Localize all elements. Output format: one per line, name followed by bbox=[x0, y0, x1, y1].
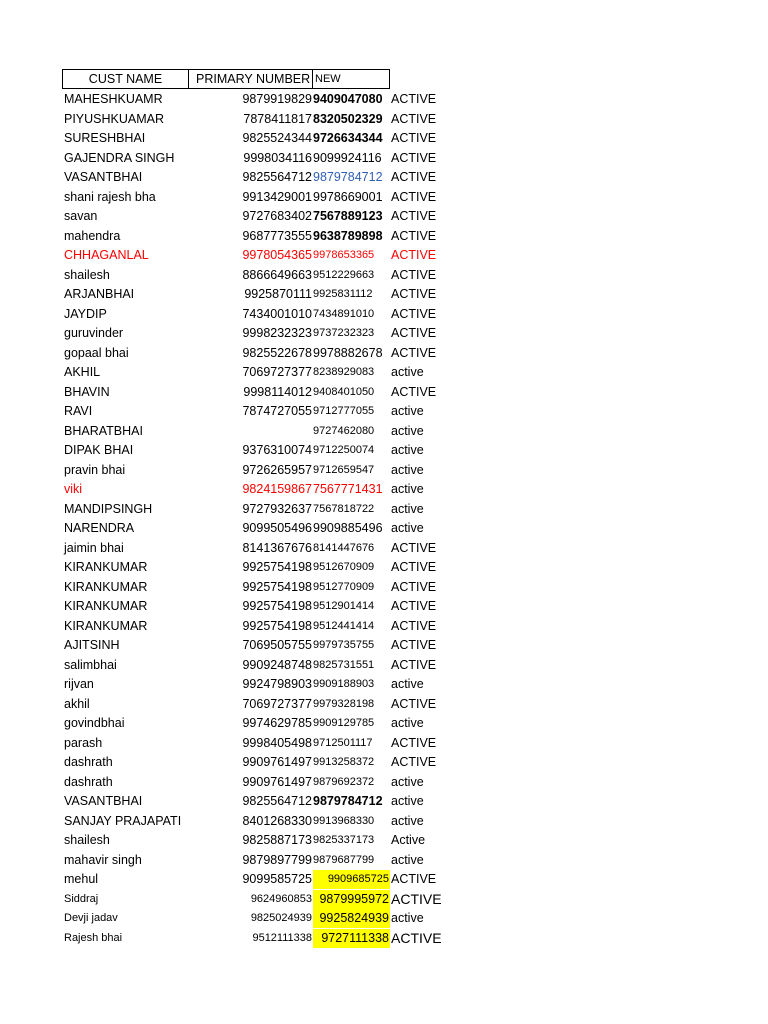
status-cell: ACTIVE bbox=[391, 92, 437, 106]
new-number-cell: 9925824939 bbox=[313, 909, 390, 928]
table-row bbox=[0, 383, 768, 403]
cust-name-cell: RAVI bbox=[64, 404, 93, 418]
primary-number-cell: 9687773555 bbox=[242, 228, 312, 243]
new-number-cell: 9825731551 bbox=[313, 658, 375, 671]
status-cell: ACTIVE bbox=[391, 131, 437, 145]
cust-name-cell: VASANTBHAI bbox=[64, 794, 143, 808]
new-number-cell: 7567889123 bbox=[313, 209, 383, 223]
new-number-cell: 9512670909 bbox=[313, 561, 375, 573]
cust-name-cell: MAHESHKUAMR bbox=[64, 92, 163, 106]
primary-number-cell: 9925870111 bbox=[244, 287, 312, 301]
table-row bbox=[0, 714, 768, 734]
cust-name-cell: Siddraj bbox=[64, 892, 99, 905]
new-number-cell: 9638789898 bbox=[313, 228, 383, 243]
primary-number-cell: 9727683402 bbox=[242, 209, 312, 223]
customer-table bbox=[0, 90, 768, 948]
primary-number-cell: 7434001010 bbox=[242, 306, 312, 321]
table-row bbox=[0, 773, 768, 793]
primary-number-cell: 9825564712 bbox=[242, 170, 312, 184]
status-cell: ACTIVE bbox=[391, 209, 437, 223]
cust-name-cell: shailesh bbox=[64, 833, 110, 847]
table-row bbox=[0, 188, 768, 208]
primary-number-cell: 9512111338 bbox=[252, 931, 312, 944]
table-row bbox=[0, 870, 768, 890]
table-row bbox=[0, 363, 768, 383]
cust-name-cell: mahendra bbox=[64, 228, 121, 243]
new-number-cell: 9979328198 bbox=[313, 697, 375, 710]
cust-name-cell: dashrath bbox=[64, 755, 113, 769]
new-number-cell: 9978882678 bbox=[313, 345, 383, 360]
status-cell: ACTIVE bbox=[391, 384, 437, 399]
cust-name-cell: shailesh bbox=[64, 267, 110, 282]
cust-name-cell: GAJENDRA SINGH bbox=[64, 150, 175, 165]
table-row bbox=[0, 578, 768, 598]
status-cell: active bbox=[391, 443, 424, 457]
primary-number-cell: 9624960853 bbox=[250, 892, 312, 905]
primary-number-cell: 9879897799 bbox=[242, 852, 312, 867]
table-row bbox=[0, 305, 768, 325]
new-number-cell: 8141447676 bbox=[313, 541, 375, 554]
table-row bbox=[0, 617, 768, 637]
primary-number-cell: 9925754198 bbox=[242, 579, 312, 594]
new-number-cell: 9409047080 bbox=[313, 92, 383, 106]
primary-number-cell: 9824159867 bbox=[242, 482, 312, 496]
new-number-cell: 9909188903 bbox=[313, 678, 375, 690]
status-cell: ACTIVE bbox=[391, 599, 437, 613]
status-cell: ACTIVE bbox=[391, 929, 442, 946]
status-cell: ACTIVE bbox=[391, 111, 437, 126]
status-cell: active bbox=[391, 404, 424, 418]
primary-number-cell: 7874727055 bbox=[242, 404, 312, 418]
status-cell: ACTIVE bbox=[391, 755, 437, 769]
table-row bbox=[0, 812, 768, 832]
table-row bbox=[0, 851, 768, 871]
new-number-cell: 9879784712 bbox=[313, 794, 383, 808]
table-row bbox=[0, 539, 768, 559]
cust-name-cell: AKHIL bbox=[64, 365, 101, 379]
status-cell: ACTIVE bbox=[391, 228, 437, 243]
cust-name-cell: KIRANKUMAR bbox=[64, 618, 148, 633]
cust-name-cell: SANJAY PRAJAPATI bbox=[64, 813, 182, 828]
status-cell: ACTIVE bbox=[391, 657, 437, 672]
new-number-cell: 9737232323 bbox=[313, 327, 375, 339]
cust-name-cell: JAYDIP bbox=[64, 306, 107, 321]
new-number-cell: 9909129785 bbox=[313, 717, 375, 729]
table-row bbox=[0, 558, 768, 578]
new-number-cell: 9879687799 bbox=[313, 853, 375, 866]
table-row bbox=[0, 441, 768, 461]
primary-number-cell: 9727932637 bbox=[242, 501, 312, 516]
primary-number-cell: 9099585725 bbox=[242, 872, 312, 886]
primary-number-cell: 8401268330 bbox=[242, 813, 312, 828]
cust-name-cell: mahavir singh bbox=[64, 852, 142, 867]
cust-name-cell: viki bbox=[64, 482, 83, 496]
primary-number-cell: 7878411817 bbox=[243, 111, 312, 126]
status-cell: active bbox=[391, 677, 424, 691]
primary-number-cell: 9998114012 bbox=[243, 384, 312, 399]
new-number-cell: 9726634344 bbox=[313, 131, 383, 145]
cust-name-cell: parash bbox=[64, 735, 103, 750]
table-row bbox=[0, 207, 768, 227]
table-row bbox=[0, 597, 768, 617]
new-number-cell: 9879784712 bbox=[313, 170, 383, 184]
new-number-cell: 9913258372 bbox=[313, 756, 375, 768]
primary-number-cell: 9825024939 bbox=[250, 912, 312, 924]
cust-name-cell: CHHAGANLAL bbox=[64, 248, 149, 262]
new-number-cell: 9712659547 bbox=[313, 463, 375, 476]
table-row bbox=[0, 422, 768, 442]
header-primary-number: PRIMARY NUMBER bbox=[188, 69, 313, 89]
status-cell: ACTIVE bbox=[391, 735, 437, 750]
new-number-cell: 9727111338 bbox=[313, 929, 390, 948]
new-number-cell: 9099924116 bbox=[313, 150, 382, 165]
table-row bbox=[0, 675, 768, 695]
status-cell: ACTIVE bbox=[391, 170, 437, 184]
new-number-cell: 9512229663 bbox=[313, 268, 375, 281]
status-cell: Active bbox=[391, 833, 426, 847]
status-cell: ACTIVE bbox=[391, 560, 437, 574]
cust-name-cell: BHAVIN bbox=[64, 384, 110, 399]
primary-number-cell: 9925754198 bbox=[242, 599, 312, 613]
cust-name-cell: pravin bhai bbox=[64, 462, 126, 477]
cust-name-cell: MANDIPSINGH bbox=[64, 501, 153, 516]
cust-name-cell: NARENDRA bbox=[64, 521, 135, 535]
primary-number-cell: 9924798903 bbox=[242, 677, 312, 691]
cust-name-cell: guruvinder bbox=[64, 326, 124, 340]
table-row bbox=[0, 519, 768, 539]
cust-name-cell: dashrath bbox=[64, 774, 113, 789]
table-row bbox=[0, 90, 768, 110]
status-cell: active bbox=[391, 852, 424, 867]
primary-number-cell: 9998034116 bbox=[243, 150, 312, 165]
primary-number-cell: 7069727377 bbox=[242, 365, 312, 379]
new-number-cell: 9925831112 bbox=[313, 288, 373, 300]
primary-number-cell: 7069505755 bbox=[242, 638, 312, 652]
status-cell: active bbox=[391, 462, 424, 477]
status-cell: ACTIVE bbox=[391, 326, 437, 340]
table-row bbox=[0, 734, 768, 754]
primary-number-cell: 9913429001 bbox=[242, 189, 312, 204]
new-number-cell: 9879692372 bbox=[313, 775, 375, 788]
table-row bbox=[0, 129, 768, 149]
new-number-cell: 8320502329 bbox=[313, 111, 383, 126]
primary-number-cell: 9998232323 bbox=[242, 326, 312, 340]
table-row bbox=[0, 266, 768, 286]
new-number-cell: 9712250074 bbox=[313, 444, 375, 456]
table-row bbox=[0, 792, 768, 812]
status-cell: ACTIVE bbox=[391, 306, 437, 321]
cust-name-cell: ARJANBHAI bbox=[64, 287, 135, 301]
cust-name-cell: akhil bbox=[64, 696, 90, 711]
cust-name-cell: VASANTBHAI bbox=[64, 170, 143, 184]
table-row bbox=[0, 480, 768, 500]
new-number-cell: 7567771431 bbox=[313, 482, 383, 496]
primary-number-cell: 9099505496 bbox=[242, 521, 312, 535]
table-row bbox=[0, 831, 768, 851]
status-cell: ACTIVE bbox=[391, 287, 437, 301]
status-cell: ACTIVE bbox=[391, 267, 437, 282]
table-row bbox=[0, 110, 768, 130]
cust-name-cell: Rajesh bhai bbox=[64, 931, 123, 944]
new-number-cell: 9408401050 bbox=[313, 385, 375, 398]
cust-name-cell: AJITSINH bbox=[64, 638, 120, 652]
status-cell: active bbox=[391, 716, 424, 730]
table-row bbox=[0, 890, 768, 910]
primary-number-cell: 9909761497 bbox=[242, 755, 312, 769]
status-cell: active bbox=[391, 813, 424, 828]
status-cell: ACTIVE bbox=[391, 540, 437, 555]
primary-number-cell: 9909248748 bbox=[242, 657, 312, 672]
new-number-cell: 9978653365 bbox=[313, 249, 375, 261]
cust-name-cell: salimbhai bbox=[64, 657, 117, 672]
cust-name-cell: DIPAK BHAI bbox=[64, 443, 134, 457]
cust-name-cell: PIYUSHKUAMAR bbox=[64, 111, 165, 126]
status-cell: active bbox=[391, 794, 424, 808]
status-cell: ACTIVE bbox=[391, 150, 437, 165]
table-row bbox=[0, 227, 768, 247]
primary-number-cell: 9925754198 bbox=[242, 560, 312, 574]
status-cell: ACTIVE bbox=[391, 638, 437, 652]
primary-number-cell: 8866649663 bbox=[242, 267, 312, 282]
status-cell: ACTIVE bbox=[391, 696, 437, 711]
new-number-cell: 9512901414 bbox=[313, 600, 375, 612]
cust-name-cell: gopaal bhai bbox=[64, 345, 129, 360]
cust-name-cell: KIRANKUMAR bbox=[64, 560, 148, 574]
status-cell: active bbox=[391, 774, 424, 789]
cust-name-cell: BHARATBHAI bbox=[64, 423, 143, 438]
table-row bbox=[0, 461, 768, 481]
header-new: NEW bbox=[312, 69, 390, 89]
new-number-cell: 9879995972 bbox=[313, 890, 390, 909]
header-cust-name: CUST NAME bbox=[62, 69, 189, 89]
new-number-cell: 9979735755 bbox=[313, 639, 375, 651]
new-number-cell: 9712501117 bbox=[313, 736, 373, 749]
table-row bbox=[0, 909, 768, 929]
primary-number-cell: 9825524344 bbox=[242, 131, 312, 145]
new-number-cell: 9913968330 bbox=[313, 814, 375, 827]
cust-name-cell: savan bbox=[64, 209, 98, 223]
status-cell: ACTIVE bbox=[391, 872, 437, 886]
status-cell: ACTIVE bbox=[391, 248, 437, 262]
table-row bbox=[0, 656, 768, 676]
status-cell: ACTIVE bbox=[391, 618, 437, 633]
status-cell: ACTIVE bbox=[391, 345, 437, 360]
table-row bbox=[0, 324, 768, 344]
cust-name-cell: rijvan bbox=[64, 677, 94, 691]
status-cell: active bbox=[391, 521, 424, 535]
status-cell: ACTIVE bbox=[391, 189, 437, 204]
cust-name-cell: Devji jadav bbox=[64, 912, 118, 924]
new-number-cell: 9825337173 bbox=[313, 834, 375, 846]
cust-name-cell: jaimin bhai bbox=[64, 540, 124, 555]
status-cell: ACTIVE bbox=[391, 579, 437, 594]
table-row bbox=[0, 149, 768, 169]
status-cell: ACTIVE bbox=[391, 890, 442, 907]
new-number-cell: 9727462080 bbox=[313, 424, 375, 437]
cust-name-cell: KIRANKUMAR bbox=[64, 579, 148, 594]
status-cell: active bbox=[391, 365, 424, 379]
primary-number-cell: 9376310074 bbox=[242, 443, 312, 457]
new-number-cell: 9978669001 bbox=[313, 189, 383, 204]
primary-number-cell: 9825887173 bbox=[242, 833, 312, 847]
cust-name-cell: govindbhai bbox=[64, 716, 125, 730]
primary-number-cell: 7069727377 bbox=[242, 696, 312, 711]
table-row bbox=[0, 344, 768, 364]
new-number-cell: 9909685725 bbox=[313, 870, 390, 889]
new-number-cell: 7567818722 bbox=[313, 502, 375, 515]
status-cell: active bbox=[391, 501, 424, 516]
primary-number-cell: 9998405498 bbox=[242, 735, 312, 750]
table-row bbox=[0, 285, 768, 305]
table-row bbox=[0, 929, 768, 949]
table-row bbox=[0, 246, 768, 266]
table-row bbox=[0, 636, 768, 656]
primary-number-cell: 9974629785 bbox=[242, 716, 312, 730]
primary-number-cell: 8141367676 bbox=[242, 540, 312, 555]
status-cell: active bbox=[391, 911, 424, 925]
cust-name-cell: SURESHBHAI bbox=[64, 131, 146, 145]
new-number-cell: 9512770909 bbox=[313, 580, 375, 593]
table-row bbox=[0, 168, 768, 188]
primary-number-cell: 9726265957 bbox=[242, 462, 312, 477]
cust-name-cell: shani rajesh bha bbox=[64, 189, 156, 204]
cust-name-cell: mehul bbox=[64, 872, 99, 886]
table-row bbox=[0, 695, 768, 715]
primary-number-cell: 9978054365 bbox=[242, 248, 312, 262]
primary-number-cell: 9825564712 bbox=[242, 794, 312, 808]
new-number-cell: 8238929083 bbox=[313, 366, 375, 378]
new-number-cell: 9909885496 bbox=[313, 521, 383, 535]
primary-number-cell: 9925754198 bbox=[242, 618, 312, 633]
primary-number-cell: 9825522678 bbox=[242, 345, 312, 360]
table-row bbox=[0, 753, 768, 773]
primary-number-cell: 9909761497 bbox=[242, 774, 312, 789]
new-number-cell: 7434891010 bbox=[313, 307, 375, 320]
status-cell: active bbox=[391, 482, 424, 496]
cust-name-cell: KIRANKUMAR bbox=[64, 599, 148, 613]
primary-number-cell: 9879919829 bbox=[242, 92, 312, 106]
table-row bbox=[0, 402, 768, 422]
status-cell: active bbox=[391, 423, 424, 438]
new-number-cell: 9512441414 bbox=[313, 619, 375, 632]
new-number-cell: 9712777055 bbox=[313, 405, 375, 417]
table-row bbox=[0, 500, 768, 520]
